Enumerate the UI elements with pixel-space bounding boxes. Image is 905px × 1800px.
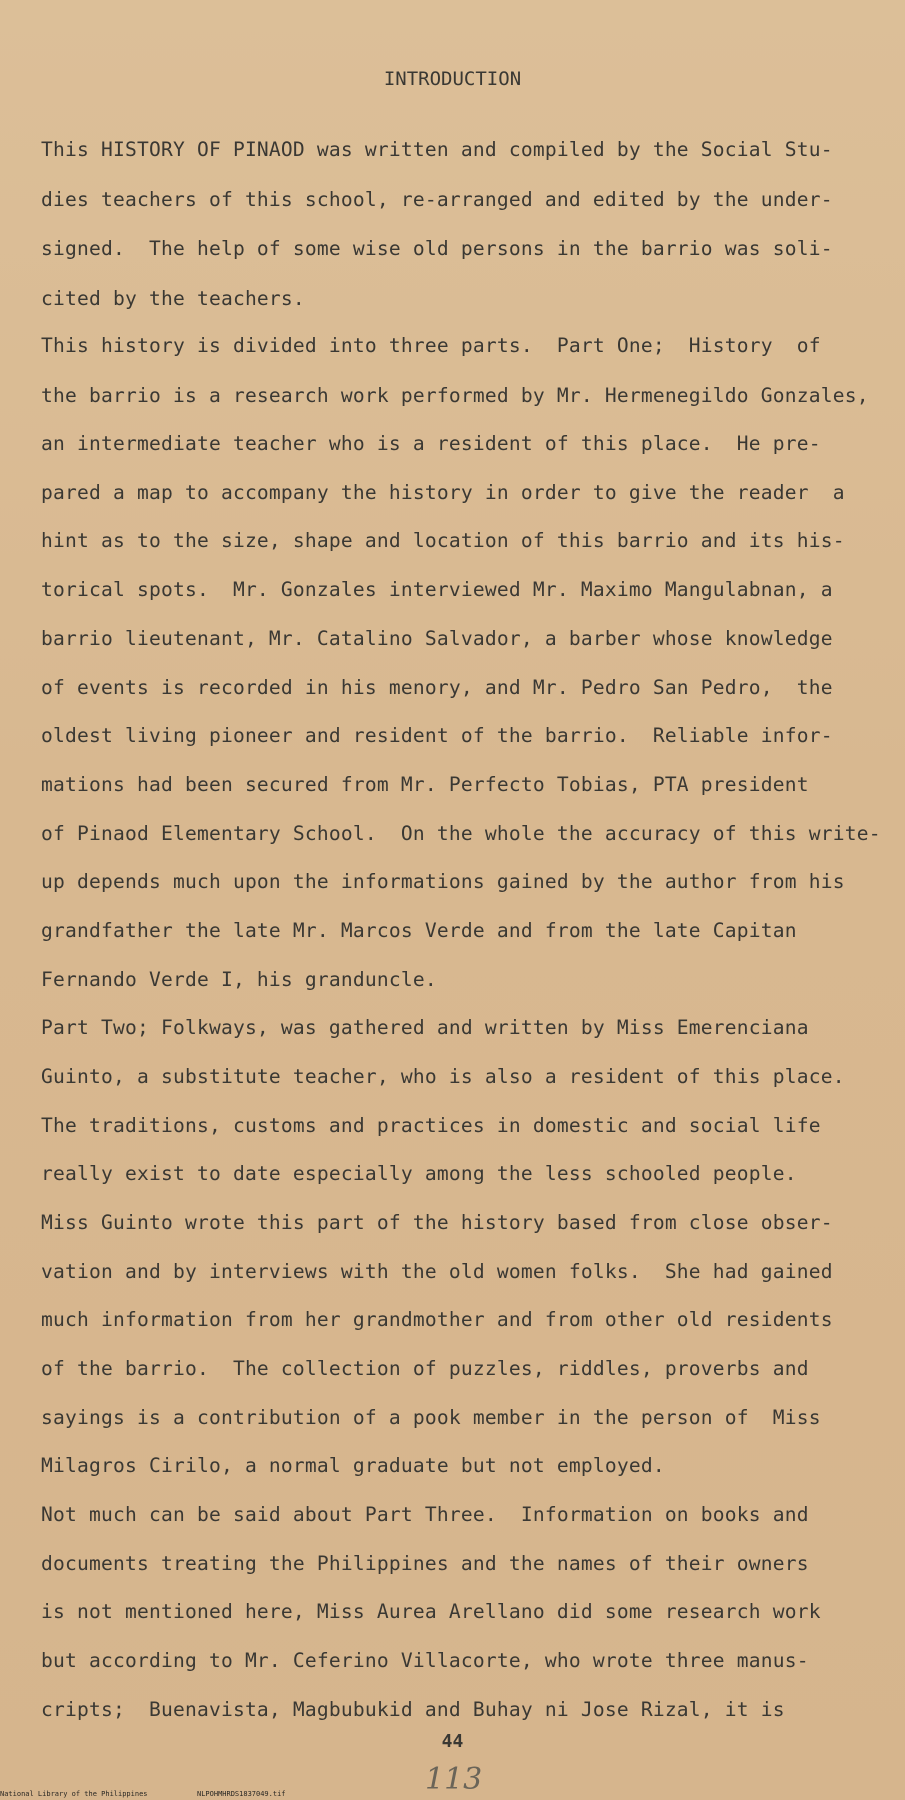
text-line: vation and by interviews with the old women folks. She had gained: [41, 1260, 833, 1283]
text-line: Miss Guinto wrote this part of the history based from close obser-: [41, 1211, 833, 1234]
text-line: Guinto, a substitute teacher, who is also a resident of this place.: [41, 1065, 845, 1088]
text-line: cited by the teachers.: [41, 287, 305, 310]
text-line: This HISTORY OF PINAOD was written and compiled by the Social Stu-: [41, 138, 833, 161]
text-line: sayings is a contribution of a pook member in the person of Miss: [41, 1406, 821, 1429]
text-line: of Pinaod Elementary School. On the whole the accuracy of this write-: [41, 822, 881, 845]
text-line: much information from her grandmother and from other old residents: [41, 1308, 833, 1331]
text-line: cripts; Buenavista, Magbubukid and Buhay ni Jose Rizal, it is: [41, 1698, 785, 1721]
text-line: mations had been secured from Mr. Perfecto Tobias, PTA president: [41, 773, 809, 796]
handwritten-page-note: 113: [425, 1762, 483, 1797]
text-line: Fernando Verde I, his granduncle.: [41, 968, 437, 991]
text-line: is not mentioned here, Miss Aurea Arellano did some research work: [41, 1600, 821, 1623]
text-line: really exist to date especially among the less schooled people.: [41, 1162, 797, 1185]
footer-library-name: National Library of the Philippines: [0, 1790, 148, 1798]
text-line: barrio lieutenant, Mr. Catalino Salvador, a barber whose knowledge: [41, 627, 833, 650]
text-line: the barrio is a research work performed by Mr. Hermenegildo Gonzales,: [41, 384, 869, 407]
text-line: documents treating the Philippines and the names of their owners: [41, 1552, 809, 1575]
text-line: signed. The help of some wise old persons in the barrio was soli-: [41, 237, 833, 260]
text-line: oldest living pioneer and resident of the barrio. Reliable infor-: [41, 724, 833, 747]
text-line: of events is recorded in his menory, and Mr. Pedro San Pedro, the: [41, 676, 833, 699]
text-line: grandfather the late Mr. Marcos Verde and from the late Capitan: [41, 919, 797, 942]
page-number: 44: [441, 1731, 464, 1752]
text-line: Not much can be said about Part Three. Information on books and: [41, 1503, 809, 1526]
text-line: an intermediate teacher who is a resident of this place. He pre-: [41, 432, 821, 455]
text-line: This history is divided into three parts. Part One; History of: [41, 334, 821, 357]
text-line: hint as to the size, shape and location of this barrio and its his-: [41, 529, 845, 552]
document-title: INTRODUCTION: [383, 68, 522, 90]
text-line: dies teachers of this school, re-arranged and edited by the under-: [41, 188, 833, 211]
text-line: up depends much upon the informations gained by the author from his: [41, 870, 845, 893]
text-line: of the barrio. The collection of puzzles, riddles, proverbs and: [41, 1357, 809, 1380]
text-line: but according to Mr. Ceferino Villacorte, who wrote three manus-: [41, 1649, 809, 1672]
text-line: Part Two; Folkways, was gathered and written by Miss Emerenciana: [41, 1016, 809, 1039]
text-line: pared a map to accompany the history in order to give the reader a: [41, 481, 845, 504]
text-line: torical spots. Mr. Gonzales interviewed Mr. Maximo Mangulabnan, a: [41, 578, 833, 601]
text-line: Milagros Cirilo, a normal graduate but not employed.: [41, 1454, 665, 1477]
footer-file-id: NLPOHMHRDS1837049.tif: [197, 1790, 286, 1798]
text-line: The traditions, customs and practices in domestic and social life: [41, 1114, 821, 1137]
